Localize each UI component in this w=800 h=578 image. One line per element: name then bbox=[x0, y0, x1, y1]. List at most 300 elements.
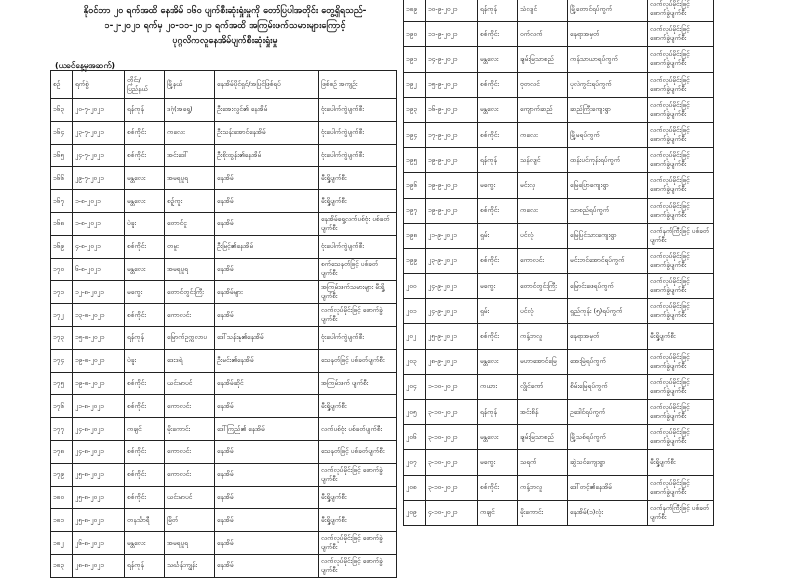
table-row bbox=[51, 144, 397, 167]
region-cell: စစ်ကိုင်း bbox=[125, 121, 165, 144]
township-cell: ကလေး bbox=[165, 121, 215, 144]
table-row bbox=[51, 304, 397, 327]
table-row bbox=[51, 554, 397, 577]
township-cell: အမရပူရ bbox=[165, 258, 215, 281]
summary-cell: အကြမ်းဖက်သမားများ မီးရှို့ပျက်စီး bbox=[319, 281, 397, 304]
summary-cell: မီးရှို့ပျက်စီး bbox=[319, 167, 397, 190]
table-row bbox=[51, 258, 397, 281]
serial-cell: ၁၆၅ bbox=[51, 144, 73, 167]
township-cell: မြိတ် bbox=[165, 509, 215, 532]
township-cell: ပင်လုံ bbox=[518, 223, 568, 248]
table-row bbox=[404, 97, 714, 122]
header-township: မြို့နယ် bbox=[165, 71, 215, 99]
township-cell: အင်းစိန် bbox=[518, 400, 568, 425]
township-cell: မိုးကောင်း bbox=[165, 418, 215, 441]
owner-cell: နေအိမ် bbox=[215, 532, 319, 555]
serial-cell: ၁၇၈ bbox=[51, 440, 73, 463]
summary-cell: လက်လုပ်မိုင်းဖြင့် ဖောက်ခွဲပျက်စီး bbox=[648, 400, 714, 425]
table-row bbox=[51, 440, 397, 463]
serial-cell: ၂၀၃ bbox=[404, 349, 426, 374]
summary-cell: လက်လုပ်မိုင်းဖြင့် ဖောက်ခွဲပျက်စီး bbox=[319, 554, 397, 577]
region-cell: ရန်ကုန် bbox=[478, 0, 518, 22]
summary-cell: ဗုံးပေါက်ကွဲပျက်စီး bbox=[319, 144, 397, 167]
summary-cell: နေအိမ်ရှေ့လက်ပစ်ဗုံး ပစ်ခတ်ပျက်စီး bbox=[319, 212, 397, 235]
date-cell: ၁၉-၉-၂၀၂၁ bbox=[426, 198, 478, 223]
region-cell: စစ်ကိုင်း bbox=[478, 198, 518, 223]
serial-cell: ၁၇၆ bbox=[51, 395, 73, 418]
date-cell: ၂၄-၈-၂၀၂၁ bbox=[73, 440, 125, 463]
region-cell: စစ်ကိုင်း bbox=[125, 440, 165, 463]
table-row bbox=[51, 532, 397, 555]
table-row bbox=[51, 121, 397, 144]
owner-cell: ဒေါ်သန်းနု၏နေအိမ် bbox=[215, 326, 319, 349]
owner-cell: ဒေါ်တင့်၏နေအိမ် bbox=[568, 475, 648, 500]
table-row bbox=[51, 190, 397, 213]
summary-cell: လက်လုပ်မိုင်းဖြင့် ဖောက်ခွဲပျက်စီး bbox=[648, 47, 714, 72]
summary-cell: လက်နက်ကြီးဖြင့် ပစ်ခတ်ပျက်စီး bbox=[648, 500, 714, 525]
summary-cell: လက်လုပ်မိုင်းဖြင့် ဖောက်ခွဲပျက်စီး bbox=[319, 532, 397, 555]
summary-cell: မီးရှို့ပျက်စီး bbox=[319, 509, 397, 532]
township-cell: မင်းလှ bbox=[518, 173, 568, 198]
date-cell: ၁၁-၉-၂၀၂၁ bbox=[426, 22, 478, 47]
owner-cell: မြို့တောင်ရပ်ကွက် bbox=[568, 0, 648, 22]
summary-cell: လက်နက်ကြီးဖြင့် ပစ်ခတ်ပျက်စီး bbox=[648, 223, 714, 248]
summary-cell: လက်လုပ်မိုင်းဖြင့် ဖောက်ခွဲပျက်စီး bbox=[319, 304, 397, 327]
owner-cell: နေအိမ် bbox=[215, 190, 319, 213]
table-row bbox=[51, 372, 397, 395]
summary-cell: မီးရှို့ပျက်စီး bbox=[648, 324, 714, 349]
township-cell: မိုးကောင်း bbox=[518, 500, 568, 525]
region-cell: စစ်ကိုင်း bbox=[125, 372, 165, 395]
serial-cell: ၂၀၂ bbox=[404, 324, 426, 349]
region-cell: စစ်ကိုင်း bbox=[478, 72, 518, 97]
right-damage-table bbox=[403, 0, 714, 526]
date-cell: ၂၄-၉-၂၀၂၁ bbox=[426, 299, 478, 324]
date-cell: ၁-၈-၂၀၂၁ bbox=[73, 190, 125, 213]
summary-cell: ဗုံးပေါက်ကွဲပျက်စီး bbox=[319, 121, 397, 144]
owner-cell: နေအိမ်ဆိုင် bbox=[215, 372, 319, 395]
left-table-header-row bbox=[51, 71, 397, 99]
serial-cell: ၁၇၃ bbox=[51, 326, 73, 349]
table-row bbox=[51, 326, 397, 349]
township-cell: ကောလင်း bbox=[165, 440, 215, 463]
table-row bbox=[51, 235, 397, 258]
summary-cell: လက်လုပ်မိုင်းဖြင့် ဖောက်ခွဲပျက်စီး bbox=[648, 274, 714, 299]
serial-cell: ၂၀၉ bbox=[404, 500, 426, 525]
township-cell: ဝက်လက် bbox=[518, 22, 568, 47]
region-cell: မန္တလေး bbox=[125, 258, 165, 281]
owner-cell: မြေပြောကျေးရွာ bbox=[568, 173, 648, 198]
table-row bbox=[404, 173, 714, 198]
table-row bbox=[404, 22, 714, 47]
table-row bbox=[404, 500, 714, 525]
table-row bbox=[51, 212, 397, 235]
table-row bbox=[404, 299, 714, 324]
owner-cell: မင်းဘင်အောင်ရပ်ကွက် bbox=[568, 248, 648, 273]
region-cell: စစ်ကိုင်း bbox=[125, 304, 165, 327]
heading-line-2: ၁-၂-၂၀၂၁ ရက်မှ ၂၀-၁၁-၂၀၂၁ ရက်အထိ အကြမ်းဖက်သမားများကြောင့် bbox=[104, 21, 346, 31]
township-cell: ဒဂုံ(အရှေ့) bbox=[165, 99, 215, 122]
date-cell: ၁၂-၈-၂၀၂၁ bbox=[73, 281, 125, 304]
owner-cell: နေအိမ်များ bbox=[215, 281, 319, 304]
region-cell: မကွေး bbox=[478, 173, 518, 198]
region-cell: ရန်ကုန် bbox=[478, 148, 518, 173]
serial-cell: ၂၀၄ bbox=[404, 374, 426, 399]
region-cell: ရန်ကုန် bbox=[125, 99, 165, 122]
summary-cell: လက်လုပ်မိုင်းဖြင့် ဖောက်ခွဲပျက်စီး bbox=[648, 248, 714, 273]
summary-cell: လက်လုပ်မိုင်းဖြင့် ဖောက်ခွဲပျက်စီး bbox=[648, 72, 714, 97]
table-row bbox=[404, 274, 714, 299]
owner-cell: မြောင်းဖေရပ်ကွက် bbox=[568, 274, 648, 299]
region-cell: ရှမ်း bbox=[478, 223, 518, 248]
region-cell: မန္တလေး bbox=[478, 47, 518, 72]
date-cell: ၁၇-၉-၂၀၂၁ bbox=[426, 122, 478, 147]
serial-cell: ၁၇၂ bbox=[51, 304, 73, 327]
township-cell: ကန့်ဘလူ bbox=[518, 475, 568, 500]
owner-cell: ဦးမင်း၏နေအိမ် bbox=[215, 349, 319, 372]
serial-cell: ၁၈၁ bbox=[51, 509, 73, 532]
serial-cell: ၁၆၆ bbox=[51, 167, 73, 190]
right-table-body bbox=[404, 0, 714, 525]
region-cell: စစ်ကိုင်း bbox=[125, 235, 165, 258]
serial-cell: ၁၇၀ bbox=[51, 258, 73, 281]
serial-cell: ၁၆၈ bbox=[51, 212, 73, 235]
table-row bbox=[404, 198, 714, 223]
owner-cell: ဦးအေးလွင်၏ နေအိမ် bbox=[215, 99, 319, 122]
serial-cell: ၁၉၄ bbox=[404, 122, 426, 147]
owner-cell: မြို့သစ်ရပ်ကွက် bbox=[568, 425, 648, 450]
owner-cell: ဦးသန်းအောင်နေအိမ် bbox=[215, 121, 319, 144]
date-cell: ၁၅-၉-၂၀၂၁ bbox=[426, 72, 478, 97]
serial-cell: ၂၀၁ bbox=[404, 299, 426, 324]
date-cell: ၁၉-၉-၂၀၂၁ bbox=[426, 173, 478, 198]
township-cell: မဟာအောင်မြေ bbox=[518, 349, 568, 374]
table-row bbox=[51, 395, 397, 418]
date-cell: ၃-၁၀-၂၀၂၁ bbox=[426, 425, 478, 450]
summary-cell: မီးရှို့ပျက်စီး bbox=[319, 395, 397, 418]
region-cell: ရန်ကုန် bbox=[478, 400, 518, 425]
serial-cell: ၁၇၅ bbox=[51, 372, 73, 395]
township-cell: ချမ်းမြသာစည် bbox=[518, 47, 568, 72]
region-cell: မကွေး bbox=[125, 281, 165, 304]
township-cell: တောင်ငူ bbox=[165, 212, 215, 235]
region-cell: စစ်ကိုင်း bbox=[478, 248, 518, 273]
owner-cell: နေအိမ် bbox=[215, 486, 319, 509]
table-row bbox=[51, 418, 397, 441]
owner-cell: နေအိမ် bbox=[215, 440, 319, 463]
table-row bbox=[51, 509, 397, 532]
summary-cell: လက်လုပ်မိုင်းဖြင့် ဖောက်ခွဲပျက်စီး bbox=[648, 425, 714, 450]
table-row bbox=[404, 223, 714, 248]
serial-cell: ၁၉၉ bbox=[404, 248, 426, 273]
serial-cell: ၂၀၈ bbox=[404, 475, 426, 500]
township-cell: ကောလင်း bbox=[165, 463, 215, 486]
summary-cell: လက်လုပ်မိုင်းဖြင့် ဖောက်ခွဲပျက်စီး bbox=[648, 148, 714, 173]
table-row bbox=[404, 349, 714, 374]
date-cell: ၂၈-၉-၂၀၂၁ bbox=[426, 349, 478, 374]
owner-cell: နေအိမ် bbox=[215, 554, 319, 577]
summary-cell: မီးရှို့ပျက်စီး bbox=[319, 190, 397, 213]
township-cell: သန်လျင် bbox=[518, 148, 568, 173]
summary-cell: လက်လုပ်မိုင်းဖြင့် ဖောက်ခွဲပျက်စီး bbox=[648, 374, 714, 399]
region-cell: စစ်ကိုင်း bbox=[125, 463, 165, 486]
region-cell: စစ်ကိုင်း bbox=[125, 144, 165, 167]
township-cell: ချမ်းမြသာစည် bbox=[518, 425, 568, 450]
date-cell: ၃-၁၀-၂၀၂၁ bbox=[426, 400, 478, 425]
date-cell: ၁-၁၀-၂၀၂၁ bbox=[426, 374, 478, 399]
date-cell: ၂၃-၉-၂၀၂၁ bbox=[426, 248, 478, 273]
serial-cell: ၁၈၂ bbox=[51, 532, 73, 555]
serial-cell: ၁၇၉ bbox=[51, 463, 73, 486]
table-row bbox=[51, 167, 397, 190]
summary-cell: လက်ပစ်ဗုံး ပစ်ခတ်ပျက်စီး bbox=[319, 418, 397, 441]
serial-cell: ၁၆၃ bbox=[51, 99, 73, 122]
region-cell: ကချင် bbox=[478, 500, 518, 525]
township-cell: အမရပူရ bbox=[165, 532, 215, 555]
township-cell: သရက် bbox=[518, 450, 568, 475]
serial-cell: ၁၉၆ bbox=[404, 173, 426, 198]
region-cell: စစ်ကိုင်း bbox=[125, 395, 165, 418]
owner-cell: ဦးစိုးထွန်း၏နေအိမ် bbox=[215, 144, 319, 167]
table-row bbox=[51, 281, 397, 304]
summary-cell: သေနတ်ဖြင့် ပစ်ခတ်ပျက်စီး bbox=[319, 349, 397, 372]
date-cell: ၄-၁၀-၂၀၂၁ bbox=[426, 500, 478, 525]
serial-cell: ၂၀၀ bbox=[404, 274, 426, 299]
summary-cell: မီးရှို့ပျက်စီး bbox=[648, 450, 714, 475]
serial-cell: ၂၀၆ bbox=[404, 425, 426, 450]
table-row bbox=[404, 148, 714, 173]
heading-line-3: ပုဂ္ဂလိကလူနေအိမ်ပျက်စီးဆုံးရှုံးမှု bbox=[172, 36, 278, 46]
header-date: ရက်စွဲ bbox=[73, 71, 125, 99]
summary-cell: လက်လုပ်မိုင်းဖြင့် ဖောက်ခွဲပျက်စီး bbox=[648, 475, 714, 500]
summary-cell: လက်လုပ်မိုင်းဖြင့် ဖောက်ခွဲပျက်စီး bbox=[648, 97, 714, 122]
owner-cell: အေးမြဲရပ်ကွက် bbox=[568, 349, 648, 374]
date-cell: ၂၁-၈-၂၀၂၁ bbox=[73, 395, 125, 418]
serial-cell: ၁၆၉ bbox=[51, 235, 73, 258]
table-row bbox=[51, 486, 397, 509]
owner-cell: နေရာအမှတ် bbox=[568, 22, 648, 47]
owner-cell: နေရာအမှတ် bbox=[568, 324, 648, 349]
date-cell: ၃-၁၀-၂၀၂၁ bbox=[426, 475, 478, 500]
region-cell: စစ်ကိုင်း bbox=[478, 22, 518, 47]
date-cell: ၂၀-၇-၂၀၂၁ bbox=[73, 99, 125, 122]
region-cell: မကွေး bbox=[478, 450, 518, 475]
date-cell: ၂၅-၉-၂၀၂၁ bbox=[426, 324, 478, 349]
left-table-body bbox=[51, 99, 397, 578]
date-cell: ၂၄-၉-၂၀၂၁ bbox=[426, 274, 478, 299]
header-summary: ဖြစ်စဉ် အကျဉ်း bbox=[319, 71, 397, 99]
serial-cell: ၁၉၅ bbox=[404, 148, 426, 173]
table-row bbox=[404, 374, 714, 399]
owner-cell: ရှည်ကုန်း (၅)ရပ်ကွက် bbox=[568, 299, 648, 324]
region-cell: စစ်ကိုင်း bbox=[478, 324, 518, 349]
region-cell: မန္တလေး bbox=[125, 167, 165, 190]
serial-cell: ၁၉၈ bbox=[404, 223, 426, 248]
region-cell: မန္တလေး bbox=[478, 425, 518, 450]
serial-cell: ၁၇၁ bbox=[51, 281, 73, 304]
date-cell: ၂၅-၈-၂၀၂၁ bbox=[73, 509, 125, 532]
table-row bbox=[404, 324, 714, 349]
township-cell: ပင်လုံ bbox=[518, 299, 568, 324]
header-serial: စဉ် bbox=[51, 71, 73, 99]
date-cell: ၂၁-၉-၂၀၂၁ bbox=[426, 223, 478, 248]
region-cell: မန္တလေး bbox=[478, 349, 518, 374]
township-cell: မြောက်ဥက္ကလာပ bbox=[165, 326, 215, 349]
date-cell: ၄-၈-၂၀၂၁ bbox=[73, 235, 125, 258]
date-cell: ၁၉-၈-၂၀၂၁ bbox=[73, 372, 125, 395]
township-cell: တောင်တွင်းကြီး bbox=[165, 281, 215, 304]
region-cell: ရန်ကုန် bbox=[125, 326, 165, 349]
summary-cell: လက်လုပ်မိုင်းဖြင့် ဖောက်ခွဲပျက်စီး bbox=[648, 198, 714, 223]
owner-cell: ပုလဲကွင်းရပ်ကွက် bbox=[568, 72, 648, 97]
table-row bbox=[404, 122, 714, 147]
serial-cell: ၁၇၇ bbox=[51, 418, 73, 441]
owner-cell: ဒေါ်ကြည်၏ နေအိမ် bbox=[215, 418, 319, 441]
summary-cell: လက်လုပ်မိုင်းဖြင့် ဖောက်ခွဲပျက်စီး bbox=[648, 299, 714, 324]
owner-cell: နေအိမ် bbox=[215, 167, 319, 190]
date-cell: ၁၆-၉-၂၀၂၁ bbox=[426, 97, 478, 122]
owner-cell: ဥဒေါင်ရပ်ကွက် bbox=[568, 400, 648, 425]
region-cell: ရှမ်း bbox=[478, 299, 518, 324]
serial-cell: ၁၇၄ bbox=[51, 349, 73, 372]
date-cell: ၂၉-၇-၂၀၂၁ bbox=[73, 167, 125, 190]
township-cell: ယင်းမာပင် bbox=[165, 372, 215, 395]
serial-cell: ၁၉၃ bbox=[404, 97, 426, 122]
table-row bbox=[404, 248, 714, 273]
region-cell: တနင်္သာရီ bbox=[125, 509, 165, 532]
date-cell: ၁၀-၉-၂၀၂၁ bbox=[426, 0, 478, 22]
table-row bbox=[51, 99, 397, 122]
table-row bbox=[404, 47, 714, 72]
date-cell: ၁၄-၉-၂၀၂၁ bbox=[426, 47, 478, 72]
date-cell: ၂၃-၇-၂၀၂၁ bbox=[73, 121, 125, 144]
township-cell: တမူး bbox=[165, 235, 215, 258]
owner-cell: ဆည်ကြီးကျေးရွာ bbox=[568, 97, 648, 122]
serial-cell: ၂၀၅ bbox=[404, 400, 426, 425]
region-cell: ကယား bbox=[478, 374, 518, 399]
table-row bbox=[404, 475, 714, 500]
date-cell: ၂၆-၈-၂၀၂၁ bbox=[73, 532, 125, 555]
continued-label: (ယခင်နေ့မှအဆက်) bbox=[55, 61, 115, 70]
serial-cell: ၁၈၉ bbox=[404, 0, 426, 22]
township-cell: အင်းဒေါ် bbox=[165, 144, 215, 167]
owner-cell: နေအိမ် bbox=[215, 212, 319, 235]
summary-cell: စက်သေနတ်ဖြင့် ပစ်ခတ်ပျက်စီး bbox=[319, 258, 397, 281]
region-cell: စစ်ကိုင်း bbox=[125, 486, 165, 509]
table-row bbox=[404, 400, 714, 425]
summary-cell: လက်လုပ်မိုင်းဖြင့် ဖောက်ခွဲပျက်စီး bbox=[319, 463, 397, 486]
date-cell: ၂၄-၇-၂၀၂၁ bbox=[73, 144, 125, 167]
township-cell: ဗုတလင် bbox=[518, 72, 568, 97]
date-cell: ၁၃-၈-၂၀၂၁ bbox=[73, 304, 125, 327]
summary-cell: ဗုံးပေါက်ကွဲပျက်စီး bbox=[319, 326, 397, 349]
region-cell: ကချင် bbox=[125, 418, 165, 441]
owner-cell: နေအိမ် bbox=[215, 509, 319, 532]
township-cell: ကန့်ဘလူ bbox=[518, 324, 568, 349]
owner-cell: နေအိမ် bbox=[215, 463, 319, 486]
serial-cell: ၁၈၃ bbox=[51, 554, 73, 577]
region-cell: မန္တလေး bbox=[125, 532, 165, 555]
table-row bbox=[404, 0, 714, 22]
summary-cell: မီးရှို့ပျက်စီး bbox=[319, 486, 397, 509]
table-row bbox=[404, 72, 714, 97]
summary-cell: သေနတ်ဖြင့် ပစ်ခတ်ပျက်စီး bbox=[319, 440, 397, 463]
region-cell: စစ်ကိုင်း bbox=[478, 122, 518, 147]
township-cell: စဉ့်ကူး bbox=[165, 190, 215, 213]
serial-cell: ၁၆၄ bbox=[51, 121, 73, 144]
township-cell: ကျောက်ဆည် bbox=[518, 97, 568, 122]
date-cell: ၁၉-၉-၂၀၂၁ bbox=[426, 148, 478, 173]
region-cell: ရန်ကုန် bbox=[125, 554, 165, 577]
serial-cell: ၁၉၇ bbox=[404, 198, 426, 223]
owner-cell: နေအိမ် bbox=[215, 304, 319, 327]
summary-cell: အကြမ်းဖက် ပျက်စီး bbox=[319, 372, 397, 395]
table-row bbox=[51, 349, 397, 372]
region-cell: မန္တလေး bbox=[125, 190, 165, 213]
table-row bbox=[51, 463, 397, 486]
township-cell: သံလျင် bbox=[518, 0, 568, 22]
region-cell: စစ်ကိုင်း bbox=[478, 475, 518, 500]
date-cell: ၁-၈-၂၀၂၁ bbox=[73, 212, 125, 235]
date-cell: ၁၉-၈-၂၀၂၁ bbox=[73, 349, 125, 372]
serial-cell: ၁၆၇ bbox=[51, 190, 73, 213]
owner-cell: မြေပြင်သားကျေးရွာ bbox=[568, 223, 648, 248]
serial-cell: ၁၉၂ bbox=[404, 72, 426, 97]
township-cell: ကောလင်း bbox=[165, 395, 215, 418]
township-cell: ယင်းမာပင် bbox=[165, 486, 215, 509]
region-cell: ပဲခူး bbox=[125, 212, 165, 235]
owner-cell: ထန်းပင်ကုန်းရပ်ကွက် bbox=[568, 148, 648, 173]
document-heading bbox=[40, 4, 410, 49]
date-cell: ၂၈-၈-၂၀၂၁ bbox=[73, 554, 125, 577]
owner-cell: ဦးမြင့်၏နေအိမ် bbox=[215, 235, 319, 258]
left-damage-table bbox=[50, 70, 397, 578]
township-cell: သင်္ဃန်းကျွန်း bbox=[165, 554, 215, 577]
summary-cell: ဗုံးပေါက်ကွဲပျက်စီး bbox=[319, 99, 397, 122]
heading-line-1: နိုဝင်ဘာ ၂၀ ရက်အထိ နေအိမ် ၁၆၀ ပျက်စီးဆုံးရှုံးမှုကို တော်ပြပါအတိုင်း တွေ့ရှိရသည်- bbox=[83, 6, 367, 16]
summary-cell: ဗုံးပေါက်ကွဲပျက်စီး bbox=[319, 235, 397, 258]
owner-cell: ကန်သာယာရပ်ကွက် bbox=[568, 47, 648, 72]
date-cell: ၂၅-၈-၂၀၂၁ bbox=[73, 463, 125, 486]
table-row bbox=[404, 450, 714, 475]
date-cell: ၆-၈-၂၀၂၁ bbox=[73, 258, 125, 281]
serial-cell: ၁၈၀ bbox=[51, 486, 73, 509]
township-cell: အမရပူရ bbox=[165, 167, 215, 190]
owner-cell: နေအိမ်(၁)လုံး bbox=[568, 500, 648, 525]
serial-cell: ၂၀၇ bbox=[404, 450, 426, 475]
region-cell: မန္တလေး bbox=[478, 97, 518, 122]
township-cell: ကောလင်း bbox=[165, 304, 215, 327]
township-cell: ကလေး bbox=[518, 198, 568, 223]
owner-cell: ဆွဲသင်ကျေးရွာ bbox=[568, 450, 648, 475]
township-cell: ကလေး bbox=[518, 122, 568, 147]
owner-cell: မြို့မရပ်ကွက် bbox=[568, 122, 648, 147]
township-cell: တောင်တွင်းကြီး bbox=[518, 274, 568, 299]
owner-cell: စိမ်းမြေရပ်ကွက် bbox=[568, 374, 648, 399]
region-cell: မကွေး bbox=[478, 274, 518, 299]
owner-cell: နေအိမ် bbox=[215, 258, 319, 281]
date-cell: ၂၄-၈-၂၀၂၁ bbox=[73, 418, 125, 441]
summary-cell: လက်လုပ်မိုင်းဖြင့် ဖောက်ခွဲပျက်စီး bbox=[648, 173, 714, 198]
date-cell: ၁၅-၈-၂၀၂၁ bbox=[73, 326, 125, 349]
serial-cell: ၁၉၀ bbox=[404, 22, 426, 47]
header-region: တိုင်း/ ပြည်နယ် bbox=[125, 71, 165, 99]
owner-cell: နေအိမ် bbox=[215, 395, 319, 418]
region-cell: ပဲခူး bbox=[125, 349, 165, 372]
date-cell: ၂၅-၈-၂၀၂၁ bbox=[73, 486, 125, 509]
table-row bbox=[404, 425, 714, 450]
owner-cell: သာစည်ရပ်ကွက် bbox=[568, 198, 648, 223]
